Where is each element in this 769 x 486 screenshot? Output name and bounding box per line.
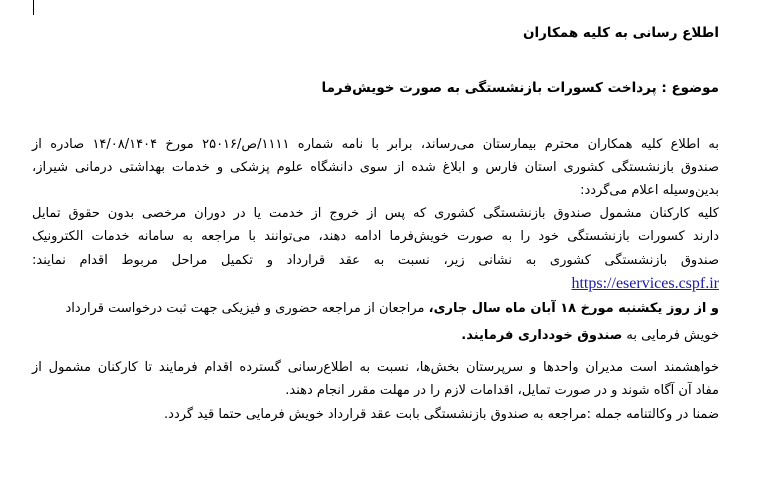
text-cursor: [33, 0, 34, 15]
paragraph3-line2: [32, 325, 719, 347]
paragraph1-line3: بدین‌وسیله اعلام می‌گردد:: [580, 183, 719, 198]
paragraph1-line1: به اطلاع کلیه همکاران محترم بیمارستان می‌رساند، برابر با نامه شماره ۱۱۱۱/ص/۲۵۰۱۶ مورخ ۱۴/۰۸/۱۴۰۴ صادره از: [32, 137, 719, 152]
eservices-link[interactable]: https://eservices.cspf.ir: [571, 275, 719, 292]
paragraph3-line2-normal: خویش فرمایی به: [622, 328, 719, 343]
paragraph2-line1: کلیه کارکنان مشمول صندوق بازنشستگی کشوری که پس از خروج از خدمت یا در دوران مرخصی بدون حقوق تمایل: [32, 206, 719, 221]
paragraph1-line2: صندوق بازنشستگی کشوری استان فارس و ابلاغ شده از سوی دانشگاه علوم پزشکی و خدمات بهداشتی درمانی شیراز،: [32, 160, 719, 175]
paragraph4-line2: مفاد آن آگاه شوند و در صورت تمایل، اقدامات لازم را در مهلت مقرر انجام دهند.: [285, 383, 719, 398]
paragraph3-rest: مراجعان از مراجعه حضوری و فیزیکی جهت ثبت درخواست قرارداد: [65, 301, 429, 316]
paragraph4-line1: خواهشمند است مدیران واحدها و سرپرستان بخش‌ها، نسبت به اطلاع‌رسانی گسترده اقدام فرمایند تا کارکنان مشمول از: [32, 360, 719, 375]
paragraph3-bold: و از روز یکشنبه مورخ ۱۸ آبان ماه سال جاری،: [428, 301, 719, 316]
paragraph3-line2-bold: صندوق خودداری فرمایند.: [461, 328, 623, 343]
paragraph2-line2: دارند کسورات بازنشستگی خود را به صورت خویش‌فرما ادامه دهند، می‌توانند با مراجعه به سامانه خدمات الکترونیک: [32, 229, 719, 244]
paragraph2-line3: صندوق بازنشستگی کشوری به نشانی زیر، نسبت به عقد قرارداد و تکمیل مراحل مربوط اقدام نمایند:: [32, 253, 719, 268]
paragraph3-line1: [32, 298, 719, 320]
subject-line: موضوع : پرداخت کسورات بازنشستگی به صورت خویش‌فرما: [321, 80, 719, 96]
paragraph5: ضمنا در وکالتنامه جمله :مراجعه به صندوق بازنشستگی بابت عقد قرارداد خویش فرمایی حتما قید گردد.: [164, 407, 719, 422]
document-heading: اطلاع رسانی به کلیه همکاران: [522, 25, 719, 41]
